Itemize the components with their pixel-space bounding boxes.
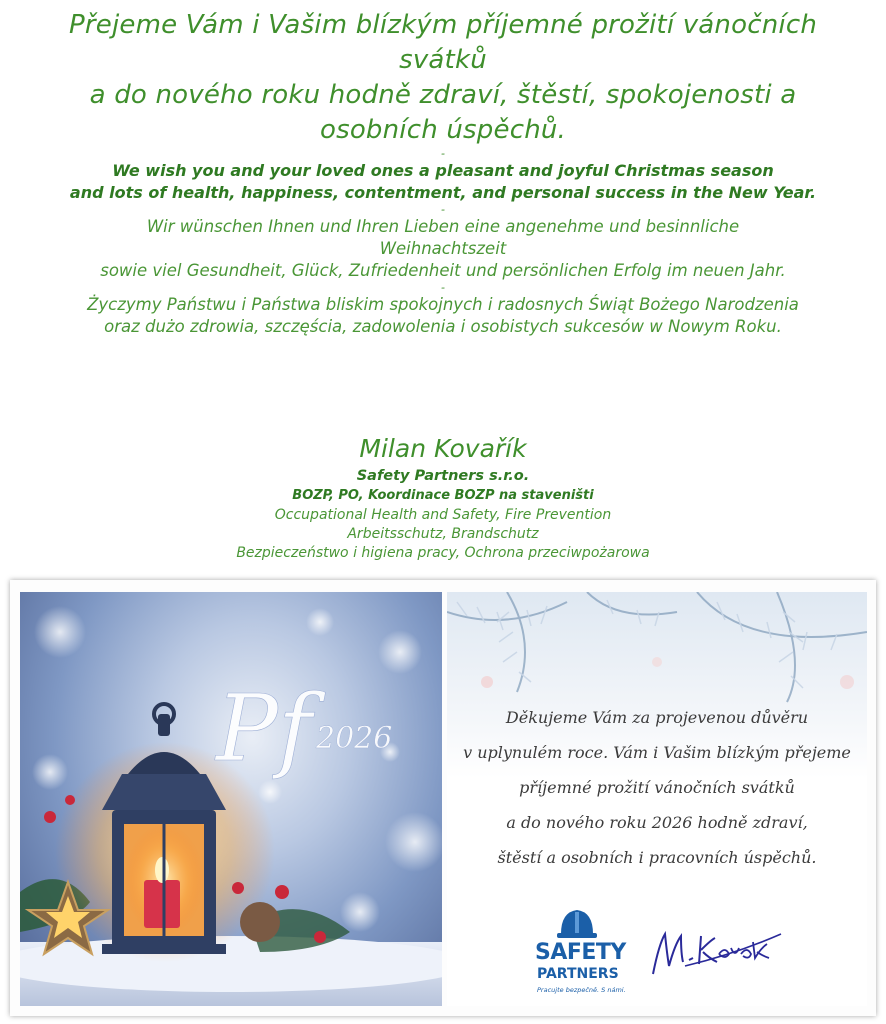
signature-services-de: Arbeitsschutz, Brandschutz	[347, 526, 539, 542]
hard-hat-icon	[557, 906, 597, 940]
card-message	[447, 700, 867, 875]
logo-word-partners: PARTNERS	[537, 966, 619, 982]
separator: -	[441, 281, 445, 294]
card-message-panel	[447, 592, 867, 1006]
greeting-czech-line-1: Přejeme Vám i Vašim blízkým příjemné prožití vánočních svátků	[69, 10, 817, 75]
signature-name: Milan Kovařík	[359, 434, 527, 463]
greeting-czech-line-2: a do nového roku hodně zdraví, štěstí, spokojenosti a osobních úspěchů.	[89, 80, 797, 145]
logo-word-safety: SAFETY	[535, 940, 626, 965]
signature-company: Safety Partners s.r.o.	[356, 468, 530, 484]
pf-year: 2026	[316, 721, 393, 756]
card-message-line: a do nového roku 2026 hodně zdraví,	[506, 813, 808, 832]
logo-tagline: Pracujte bezpečně. S námi.	[537, 986, 626, 994]
card-message-line: Děkujeme Vám za projevenou důvěru	[505, 708, 809, 727]
card-message-line: příjemné prožití vánočních svátků	[519, 778, 795, 797]
safety-partners-logo	[535, 906, 626, 996]
pf-card	[10, 580, 876, 1016]
separator: -	[441, 203, 445, 216]
greeting-polish-line-1: Życzymy Państwu i Państwa bliskim spokojnych i radosnych Świąt Bożego Narodzenia	[87, 295, 799, 314]
christmas-lantern-photo	[20, 592, 442, 1006]
signature-block	[0, 432, 886, 563]
signature-services-en: Occupational Health and Safety, Fire Prevention	[274, 507, 612, 523]
lantern-scene-illustration	[20, 592, 442, 1006]
greeting-polish-line-2: oraz dużo zdrowia, szczęścia, zadowolenia i osobistych sukcesów w Nowym Roku.	[104, 317, 782, 336]
signature-services-cz: BOZP, PO, Koordinace BOZP na staveništi	[292, 488, 594, 503]
card-message-line: štěstí a osobních i pracovních úspěchů.	[497, 848, 817, 867]
greeting-english-line-2: and lots of health, happiness, contentment, and personal success in the New Year.	[69, 183, 817, 202]
handwritten-signature	[645, 914, 785, 984]
greeting-english-line-1: We wish you and your loved ones a pleasant and joyful Christmas season	[112, 161, 774, 180]
pf-mark: Pf	[216, 675, 312, 782]
greeting-german-line-2: sowie viel Gesundheit, Glück, Zufriedenheit und persönlichen Erfolg im neuen Jahr.	[100, 261, 786, 280]
separator: -	[441, 147, 445, 160]
greeting-block	[0, 8, 886, 338]
frosted-branches-illustration	[447, 592, 867, 712]
greeting-german-line-1: Wir wünschen Ihnen und Ihren Lieben eine angenehme und besinnliche Weihnachtszeit	[146, 217, 740, 258]
signature-services-pl: Bezpieczeństwo i higiena pracy, Ochrona przeciwpożarowa	[236, 545, 650, 561]
card-message-line: v uplynulém roce. Vám i Vašim blízkým přejeme	[463, 743, 851, 762]
